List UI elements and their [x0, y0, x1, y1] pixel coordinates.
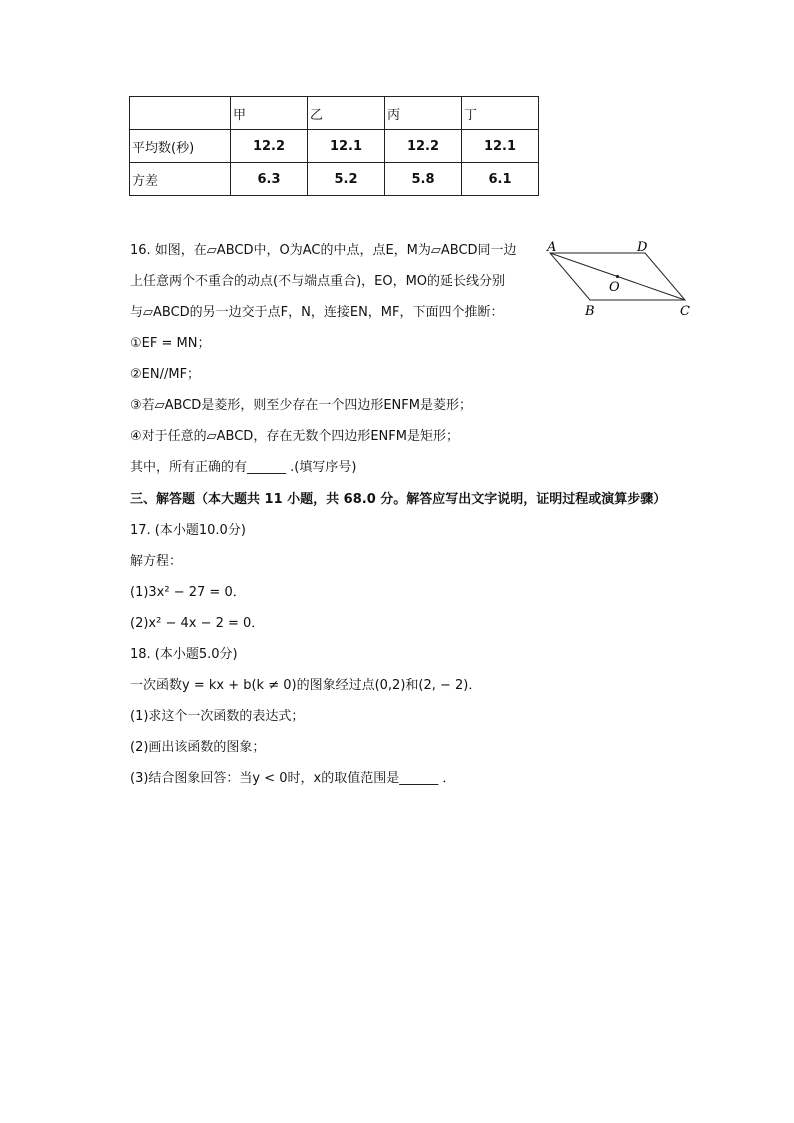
table-row: [130, 130, 539, 163]
row-label: 方差: [130, 163, 231, 196]
table-header-cell: 乙: [308, 97, 385, 130]
parallelogram-figure: [540, 236, 700, 320]
table-header-cell: 丙: [385, 97, 462, 130]
table-cell: 12.1: [462, 130, 539, 163]
q17-eq2: (2)x² − 4x − 2 = 0．: [130, 616, 265, 631]
label-c: C: [680, 304, 690, 319]
table-header-cell: 甲: [231, 97, 308, 130]
q18-stem: 一次函数y = kx + b(k ≠ 0)的图象经过点(0,2)和(2, − 2)．: [130, 678, 482, 693]
q16-line1: 16. 如图，在▱ABCD中，O为AC的中点，点E，M为▱ABCD同一边: [130, 243, 517, 258]
table-cell: 5.2: [308, 163, 385, 196]
q17-eq1: (1)3x² − 27 = 0．: [130, 585, 246, 600]
q18-part1: (1)求这个一次函数的表达式；: [130, 709, 305, 724]
row-label: 平均数(秒): [130, 130, 231, 163]
q16-line3: 与▱ABCD的另一边交于点F，N，连接EN，MF，下面四个推断：: [130, 305, 504, 320]
q16-item2: ②EN//MF；: [130, 367, 201, 382]
table-row: [130, 163, 539, 196]
label-a: A: [547, 240, 557, 255]
section-3-heading: 三、解答题（本大题共 11 小题，共 68.0 分。解答应写出文字说明，证明过程或演算步骤）: [130, 492, 667, 507]
label-o: O: [609, 280, 620, 295]
q18-part3: (3)结合图象回答：当y < 0时，x的取值范围是______ ．: [130, 771, 456, 786]
table-cell: 5.8: [385, 163, 462, 196]
label-d: D: [637, 240, 648, 255]
midpoint-o: [616, 275, 619, 278]
stats-table: [129, 96, 539, 196]
table-header-cell: [130, 97, 231, 130]
table-cell: 12.1: [308, 130, 385, 163]
q17-title: 17. (本小题10.0分): [130, 523, 246, 538]
q17-instruction: 解方程：: [130, 554, 183, 569]
table-cell: 6.1: [462, 163, 539, 196]
q16-item1: ①EF = MN；: [130, 336, 211, 351]
label-b: B: [585, 304, 595, 319]
q18-title: 18. (本小题5.0分): [130, 647, 238, 662]
table-cell: 6.3: [231, 163, 308, 196]
table-cell: 12.2: [385, 130, 462, 163]
q18-part2: (2)画出该函数的图象；: [130, 740, 266, 755]
table-header-cell: 丁: [462, 97, 539, 130]
q16-answer: 其中，所有正确的有______ .(填写序号): [130, 460, 357, 475]
q16-item4: ④对于任意的▱ABCD，存在无数个四边形ENFM是矩形；: [130, 429, 459, 444]
q16-item3: ③若▱ABCD是菱形，则至少存在一个四边形ENFM是菱形；: [130, 398, 472, 413]
table-header-row: [130, 97, 539, 130]
q16-line2: 上任意两个不重合的动点(不与端点重合)，EO，MO的延长线分别: [130, 274, 506, 289]
table-cell: 12.2: [231, 130, 308, 163]
